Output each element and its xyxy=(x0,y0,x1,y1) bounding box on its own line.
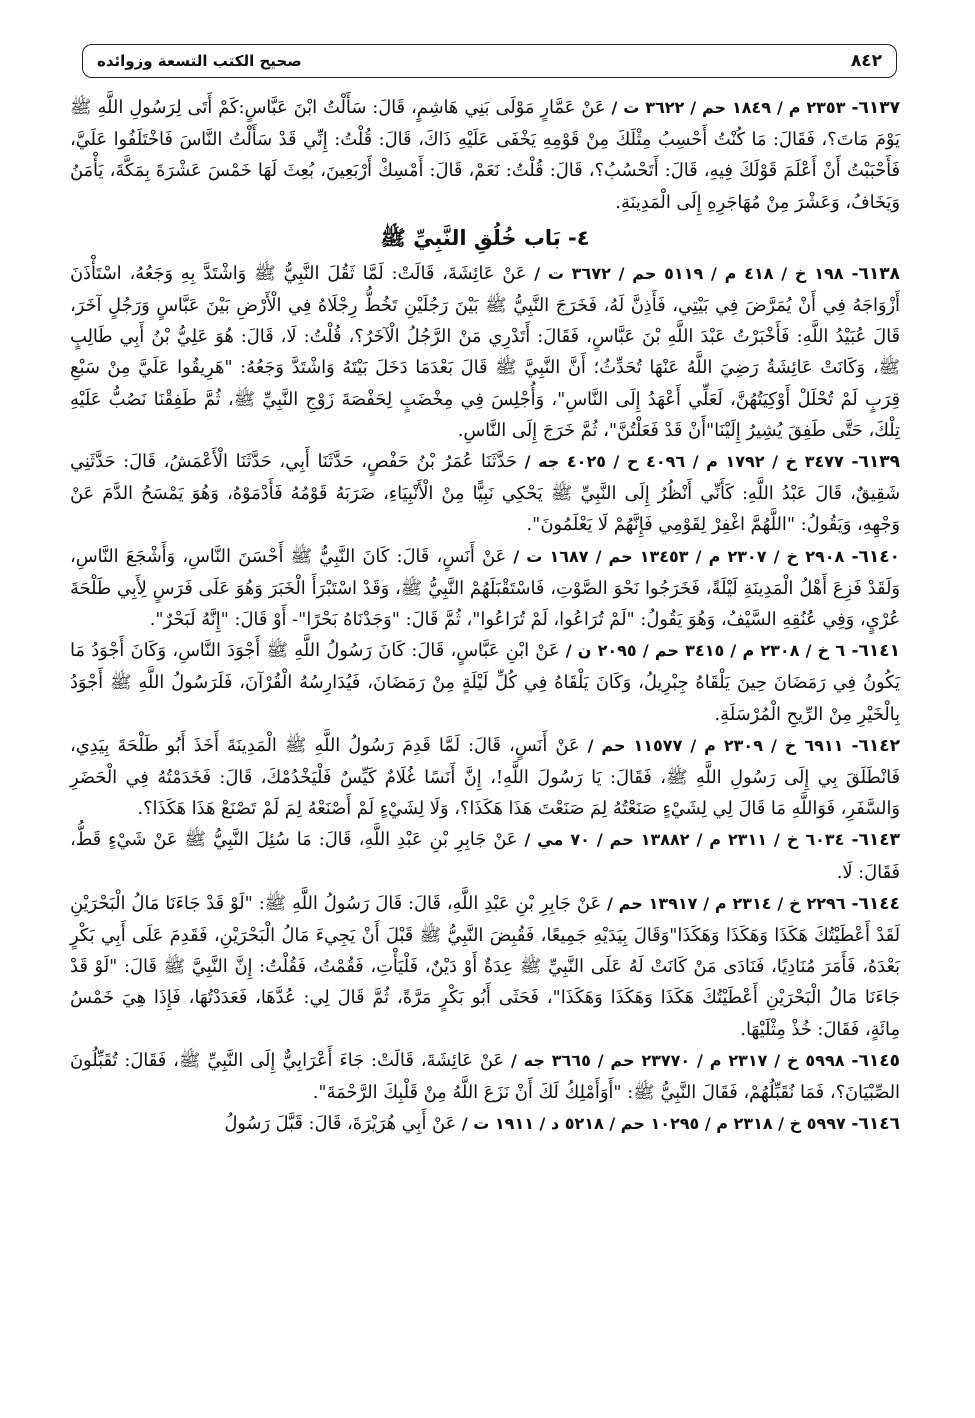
hadith-text: عَنْ أَنَسٍ، قَالَ: كَانَ النَّبِيُّ ﷺ أَحْسَنَ النَّاسِ، وَأَشْجَعَ النَّاسِ، وَلَقَدْ فَزِعَ أَهْلُ الْمَدِينَةِ لَيْلَةً، فَخَرَجُوا نَحْوَ الصَّوْتِ، فَاسْتَقْبَلَهُمْ النَّبِيُّ ﷺ، وَقَدْ اسْتَبْرَأَ الْخَبَرَ وَهُوَ عَلَى فَرَسٍ لِأَبِي طَلْحَةَ عُرْيٍ، وَفِي عُنُقِهِ السَّيْفُ، وَهُوَ يَقُولُ: "لَمْ تُرَاعُوا، لَمْ تُرَاعُوا"، ثُمَّ قَالَ: "وَجَدْنَاهُ بَحْرًا"- أَوْ قَالَ: "إِنَّهُ لَبَحْرٌ". xyxy=(70,545,900,631)
hadith-number: ٦١٤٥- xyxy=(851,1050,900,1071)
hadith-number: ٦١٣٧- xyxy=(851,98,901,118)
chapter-heading: ٤- بَاب خُلُقِ النَّبِيِّ ﷺ xyxy=(380,225,590,250)
hadith-entry xyxy=(70,1108,900,1140)
running-header xyxy=(82,44,897,78)
hadith-references: ٢٢٩٦ خ / ٢٣١٤ م / ١٣٩١٧ حم / xyxy=(607,893,846,913)
book-title: صحيح الكتب التسعة وزوائده xyxy=(97,52,302,70)
hadith-entry xyxy=(70,888,900,1045)
hadith-references: ٦٩١١ خ / ٢٣٠٩ م / ١١٥٧٧ حم / xyxy=(587,735,844,755)
hadith-number: ٦١٣٩- xyxy=(851,452,901,473)
page-number: ٨٤٢ xyxy=(850,51,882,71)
hadith-text: عَنْ عَائِشَةَ، قَالَتْ: جَاءَ أَعْرَابِيٌّ إِلَى النَّبِيِّ ﷺ، فَقَالَ: تُقَبِّلُونَ الصِّبْيَانَ؟، فَمَا نُقَبِّلُهُمْ، فَقَالَ النَّبِيُّ ﷺ: "أَوَأَمْلِكُ لَكَ أَنْ نَزَعَ اللَّهُ مِنْ قَلْبِكَ الرَّحْمَةَ". xyxy=(70,1049,900,1104)
hadith-references: ١٩٨ خ / ٤١٨ م / ٥١١٩ حم / ٣٦٧٢ ت / xyxy=(534,263,844,283)
hadith-number: ٦١٤١- xyxy=(851,641,901,662)
hadith-references: ٣٤٧٧ خ / ١٧٩٢ م / ٤٠٩٦ ح / ٤٠٢٥ جه / xyxy=(524,452,844,472)
hadith-number: ٦١٣٨- xyxy=(851,263,901,284)
hadith-entry xyxy=(70,541,900,636)
page-body xyxy=(70,92,900,1402)
hadith-references: ٥٩٩٨ خ / ٢٣١٧ م / ٢٣٧٧٠ حم / ٣٦٦٥ جه / xyxy=(510,1050,845,1070)
hadith-number: ٦١٤٣- xyxy=(851,830,901,851)
hadith-text: عَنْ ابْنِ عَبَّاسٍ، قَالَ: كَانَ رَسُولُ اللَّهِ ﷺ أَجْوَدَ النَّاسِ، وَكَانَ أَجْوَدُ مَا يَكُونُ فِي رَمَضَانَ حِينَ يَلْقَاهُ جِبْرِيلُ، وَكَانَ يَلْقَاهُ فِي كُلِّ لَيْلَةٍ مِنْ رَمَضَانَ، فَيُدَارِسُهُ الْقُرْآنَ، فَلَرَسُولُ اللَّهِ ﷺ أَجْوَدُ بِالْخَيْرِ مِنْ الرِّيحِ الْمُرْسَلَةِ. xyxy=(70,640,900,725)
hadith-number: ٦١٤٦- xyxy=(851,1114,900,1135)
hadith-text: عَنْ أَبِي هُرَيْرَةَ، قَالَ: قَبَّلَ رَسُولُ xyxy=(224,1113,457,1135)
hadith-text: حَدَّثَنَا عُمَرُ بْنُ حَفْصٍ، حَدَّثَنَا أَبِي، حَدَّثَنَا الْأَعْمَشُ، قَالَ: حَدَّثَنِي شَقِيقٌ، قَالَ عَبْدُ اللَّهِ: كَأَنِّي أَنْظُرُ إِلَى النَّبِيِّ ﷺ يَحْكِي نَبِيًّا مِنْ الْأَنْبِيَاءِ، ضَرَبَهُ قَوْمُهُ فَأَدْمَوْهُ، وَهُوَ يَمْسَحُ الدَّمَ عَنْ وَجْهِهِ، وَيَقُولُ: "اللَّهُمَّ اغْفِرْ لِقَوْمِي فَإِنَّهُمْ لَا يَعْلَمُونَ". xyxy=(70,451,900,536)
hadith-text: عَنْ جَابِرِ بْنِ عَبْدِ اللَّهِ، قَالَ: مَا سُئِلَ النَّبِيُّ ﷺ عَنْ شَيْءٍ قَطُّ، فَقَالَ: لَا. xyxy=(70,829,900,883)
hadith-number: ٦١٤٤- xyxy=(851,893,901,914)
hadith-text: عَنْ عَمَّارٍ مَوْلَى بَنِي هَاشِمٍ، قَالَ: سَأَلْتُ ابْنَ عَبَّاسٍ:كَمْ أَتَى لِرَسُولِ اللَّهِ ﷺ يَوْمَ مَاتَ؟، فَقَالَ: مَا كُنْتُ أَحْسِبُ مِثْلَكَ مِنْ قَوْمِهِ يَخْفَى عَلَيْهِ ذَاكَ، قَالَ: قُلْتُ: إِنِّي قَدْ سَأَلْتُ النَّاسَ فَاخْتَلَفُوا عَلَيَّ، فَأَحْبَبْتُ أَنْ أَعْلَمَ قَوْلَكَ فِيهِ، قَالَ: أَتَحْسُبُ؟، قَالَ: قُلْتُ: نَعَمْ، قَالَ: أَمْسِكْ أَرْبَعِينَ، بُعِثَ لَهَا خَمْسَ عَشْرَةَ بِمَكَّةَ، يَأْمَنُ وَيَخَافُ، وَعَشْرَ مِنْ مُهَاجَرِهِ إِلَى الْمَدِينَةِ. xyxy=(70,97,900,213)
hadith-references: ٦٠٣٤ خ / ٢٣١١ م / ١٣٨٨٢ حم / ٧٠ مي / xyxy=(524,830,845,850)
hadith-entry xyxy=(70,1045,900,1108)
hadith-text: عَنْ عَائِشَةَ، قَالَتْ: لَمَّا ثَقُلَ النَّبِيُّ ﷺ وَاشْتَدَّ بِهِ وَجَعُهُ، اسْتَأْذَنَ أَزْوَاجَهُ فِي أَنْ يُمَرَّضَ فِي بَيْتِي، فَأَذِنَّ لَهُ، فَخَرَجَ النَّبِيُّ ﷺ بَيْنَ رَجُلَيْنِ تَخُطُّ رِجْلَاهُ فِي الْأَرْضِ بَيْنَ عَبَّاسٍ وَرَجُلٍ آخَرَ، قَالَ عُبَيْدُ اللَّهِ: فَأَخْبَرْتُ عَبْدَ اللَّهِ بْنَ عَبَّاسٍ، فَقَالَ: أَتَدْرِي مَنْ الرَّجُلُ الْآخَرُ؟، قُلْتُ: لَا، قَالَ: هُوَ عَلِيُّ بْنُ أَبِي طَالِبٍ ﷺ، وَكَانَتْ عَائِشَةُ رَضِيَ اللَّهُ عَنْهَا تُحَدِّثُ؛ أَنَّ النَّبِيَّ ﷺ قَالَ بَعْدَمَا دَخَلَ بَيْتَهُ وَاشْتَدَّ وَجَعُهُ: "هَرِيقُوا عَلَيَّ مِنْ سَبْعِ قِرَبٍ لَمْ تُحْلَلْ أَوْكِيَتُهُنَّ، لَعَلِّي أَعْهَدُ إِلَى النَّاسِ"، وَأُجْلِسَ فِي مِخْضَبٍ لِحَفْصَةَ زَوْجِ النَّبِيِّ ﷺ، ثُمَّ طَفِقْنَا نَصُبُّ عَلَيْهِ تِلْكَ، حَتَّى طَفِقَ يُشِيرُ إِلَيْنَا"أَنْ قَدْ فَعَلْتُنَّ"، ثُمَّ خَرَجَ إِلَى النَّاسِ. xyxy=(70,262,900,441)
hadith-text: عَنْ أَنَسٍ، قَالَ: لَمَّا قَدِمَ رَسُولُ اللَّهِ ﷺ الْمَدِينَةَ أَخَذَ أَبُو طَلْحَةَ بِيَدِي، فَانْطَلَقَ بِي إِلَى رَسُولِ اللَّهِ ﷺ، فَقَالَ: يَا رَسُولَ اللَّهِ!، إِنَّ أَنَسًا غُلَامٌ كَيِّسٌ فَلْيَخْدُمْكَ، قَالَ: فَخَدَمْتُهُ فِي الْحَضَرِ وَالسَّفَرِ، فَوَاللَّهِ مَا قَالَ لِي لِشَيْءٍ صَنَعْتُهُ لِمَ صَنَعْتَ هَذَا هَكَذَا؟، وَلَا لِشَيْءٍ لَمْ أَصْنَعْهُ لِمَ لَمْ تَصْنَعْ هَذَا هَكَذَا؟. xyxy=(70,734,900,820)
hadith-references: ٦ خ / ٢٣٠٨ م / ٣٤١٥ حم / ٢٠٩٥ ن / xyxy=(565,641,846,661)
hadith-references: ٢٩٠٨ خ / ٢٣٠٧ م / ١٣٤٥٣ حم / ١٦٨٧ ت / xyxy=(513,546,845,566)
hadith-number: ٦١٤٢- xyxy=(851,735,901,756)
hadith-entry xyxy=(70,258,900,446)
hadith-entry xyxy=(70,730,900,825)
hadith-references: ٥٩٩٧ خ / ٢٣١٨ م / ١٠٢٩٥ حم / ٥٢١٨ د / ١٩١١ ت / xyxy=(461,1114,846,1134)
hadith-entry xyxy=(70,635,900,730)
hadith-references: ٢٣٥٣ م / ١٨٤٩ حم / ٣٦٢٢ ت / xyxy=(611,98,846,117)
hadith-entry xyxy=(70,92,900,218)
hadith-entry xyxy=(70,446,900,541)
hadith-number: ٦١٤٠- xyxy=(851,546,901,567)
hadith-entry xyxy=(70,824,900,887)
hadith-text: عَنْ جَابِرِ بْنِ عَبْدِ اللَّهِ، قَالَ: قَالَ رَسُولُ اللَّهِ ﷺ: "لَوْ قَدْ جَاءَنَا مَالُ الْبَحْرَيْنِ لَقَدْ أَعْطَيْتُكَ هَكَذَا وَهَكَذَا وَهَكَذَا"وَقَالَ بِيَدَيْهِ جَمِيعًا، فَقُبِضَ النَّبِيُّ ﷺ قَبْلَ أَنْ يَجِيءَ مَالُ الْبَحْرَيْنِ، فَقَدِمَ عَلَى أَبِي بَكْرٍ بَعْدَهُ، فَأَمَرَ مُنَادِيًا، فَنَادَى مَنْ كَانَتْ لَهُ عَلَى النَّبِيِّ ﷺ عِدَةٌ أَوْ دَيْنٌ، فَلْيَأْتِ، فَقُمْتُ، فَقُلْتُ: إِنَّ النَّبِيَّ ﷺ قَالَ: "لَوْ قَدْ جَاءَنَا مَالُ الْبَحْرَيْنِ أَعْطَيْتُكَ هَكَذَا وَهَكَذَا وَهَكَذَا"، فَحَثَى أَبُو بَكْرٍ مَرَّةً، ثُمَّ قَالَ لِي: عُدَّهَا، فَعَدَدْتُهَا، فَإِذَا هِيَ خَمْسُ مِائَةٍ، فَقَالَ: خُذْ مِثْلَيْهَا. xyxy=(70,892,900,1040)
